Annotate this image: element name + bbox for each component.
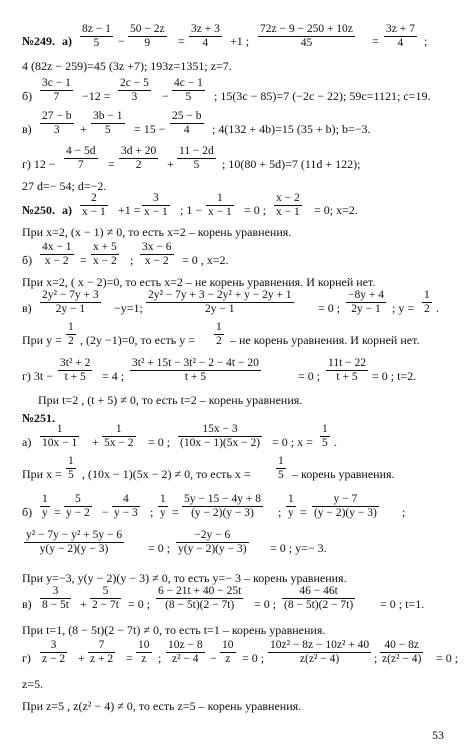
fraction: 4 y − 3 xyxy=(114,493,138,519)
operator: ; xyxy=(424,34,428,48)
equation-text: +1 ; xyxy=(230,34,250,48)
note-text: При y = xyxy=(22,333,62,347)
part-g-label: г) 12 − xyxy=(22,157,56,171)
fraction: 3 x − 1 xyxy=(144,192,168,218)
fraction: 1 x − 1 xyxy=(208,192,232,218)
note-text: – корень уравнения. xyxy=(292,467,395,481)
note-text: – не корень уравнения. И корней нет. xyxy=(230,333,420,347)
fraction: 3b − 1 5 xyxy=(93,110,123,136)
operator: = 0 ; x = xyxy=(272,435,313,449)
fraction: 1 10x − 1 xyxy=(42,423,78,449)
operator: ; xyxy=(402,505,406,519)
fraction: 1 y xyxy=(288,493,294,519)
fraction: 7 z + 2 xyxy=(90,639,114,665)
part-g-label: г) xyxy=(22,651,31,665)
part-b-label: б) xyxy=(22,505,33,519)
note-line: При y=−3, y(y − 2)(y − 3) ≠ 0, то есть y=− 3 – корень уравнения. xyxy=(22,571,347,585)
fraction: 72z − 9 − 250 + 10z 45 xyxy=(260,23,353,49)
fraction: 4x − 1 x − 2 xyxy=(42,241,72,267)
note-text: , (2y −1)=0, то есть y = xyxy=(80,333,196,347)
solution-text: = 0 ; t=1. xyxy=(380,597,425,611)
fraction: 6 − 21t + 40 − 25t (8 − 5t)(2 − 7t) xyxy=(158,585,242,611)
fraction: 2y² − 7y + 3 − 2y² + y − 2y + 1 2y − 1 xyxy=(148,289,292,315)
part-b-label: б) xyxy=(22,253,33,267)
fraction: 5 y − 2 xyxy=(66,493,90,519)
fraction: 40 − 8z z(z² − 4) xyxy=(382,639,422,665)
operator: = xyxy=(172,505,179,519)
page-number: 53 xyxy=(432,728,444,742)
part-g-label: г) 3t − xyxy=(22,369,54,383)
fraction: 3z + 7 4 xyxy=(386,23,415,49)
part-v-label: в) xyxy=(22,301,32,315)
problem-250-title: №250. xyxy=(22,203,56,217)
fraction: 1 y xyxy=(42,493,48,519)
fraction: 50 − 2z 9 xyxy=(130,23,165,49)
fraction: 2c − 5 3 xyxy=(120,77,149,103)
operator: ; xyxy=(130,253,134,267)
fraction: x + 5 x − 2 xyxy=(93,241,117,267)
operator: = xyxy=(80,253,87,267)
note-line: При x=2, ( x − 2)=0, то есть x=2 – не корень уравнения. И корней нет. xyxy=(22,275,376,289)
solution-line: z=5. xyxy=(22,677,44,691)
fraction: 2 x − 1 xyxy=(82,192,106,218)
fraction: 1 2 xyxy=(216,321,222,347)
fraction: 46 − 46t (8 − 5t)(2 − 7t) xyxy=(284,585,354,611)
equation-text: −12 = xyxy=(82,89,111,103)
operator: +1 = xyxy=(118,203,141,217)
equation-text: = 15 − xyxy=(134,122,166,136)
operator: = xyxy=(300,505,307,519)
fraction: 10z − 8 z² − 4 xyxy=(168,639,203,665)
fraction: −2y − 6 y(y − 2)(y − 3) xyxy=(178,529,247,555)
fraction: 1 5 xyxy=(322,423,328,449)
operator: = 0 ; xyxy=(148,435,171,449)
solution-text: = 0; x=2. xyxy=(314,203,358,217)
operator: = xyxy=(54,505,61,519)
problem-251-title: №251. xyxy=(22,411,56,425)
solution-text: = 0 ; y=− 3. xyxy=(270,541,327,555)
fraction: 1 y xyxy=(160,493,166,519)
operator: + xyxy=(92,435,99,449)
operator: − xyxy=(118,34,125,48)
operator: = 0 ; xyxy=(298,369,321,383)
solution-text: ; 10(80 + 5d)=7 (11d + 122); xyxy=(222,157,361,171)
fraction: 3z + 3 4 xyxy=(191,23,220,49)
fraction: 2y² − 7y + 3 2y − 1 xyxy=(42,289,99,315)
operator: = 0 ; xyxy=(318,301,341,315)
fraction: 4 − 5d 7 xyxy=(66,145,96,171)
fraction: y − 7 (y − 2)(y − 3) xyxy=(314,493,377,519)
fraction: 4c − 1 5 xyxy=(174,77,203,103)
operator: = 0 ; xyxy=(254,597,277,611)
fraction: 10 z xyxy=(138,639,150,665)
problem-249-title: №249. xyxy=(22,34,56,48)
note-line: При z=5 , z(z² − 4) ≠ 0, то есть z=5 – корень уравнения. xyxy=(22,699,302,713)
operator: ; xyxy=(278,505,282,519)
fraction: 10z² − 8z − 10z² + 40 z(z² − 4) xyxy=(270,639,370,665)
operator: = 0 ; xyxy=(128,597,151,611)
operator: = 0 ; xyxy=(242,651,265,665)
part-a-label: а) xyxy=(62,34,72,48)
operator: + xyxy=(167,157,174,171)
equation-text: −y=1; xyxy=(114,301,143,315)
operator: ; xyxy=(150,505,154,519)
operator: . xyxy=(334,435,337,449)
fraction: 1 5 xyxy=(278,455,284,481)
operator: − xyxy=(162,89,169,103)
note-line: При t=1, (8 − 5t)(2 − 7t) ≠ 0, то есть t=1 – корень уравнения. xyxy=(22,623,326,637)
fraction: 1 2 xyxy=(424,289,430,315)
operator: = xyxy=(126,651,133,665)
fraction: x − 2 x − 1 xyxy=(276,192,300,218)
part-v-label: в) xyxy=(22,122,32,136)
operator: = xyxy=(178,34,185,48)
note-line: При t=2 , (t + 5) ≠ 0, то есть t=2 – корень уравнения. xyxy=(38,393,303,407)
operator: = xyxy=(108,157,115,171)
fraction: 11t − 22 t + 5 xyxy=(328,357,367,383)
fraction: 3t² + 15t − 3t² − 2 − 4t − 20 t + 5 xyxy=(132,357,259,383)
note-text: , (10x − 1)(5x − 2) ≠ 0, то есть x = xyxy=(82,467,251,481)
operator: ; xyxy=(158,651,162,665)
fraction: 27 − b 3 xyxy=(42,110,72,136)
fraction: 8z − 1 5 xyxy=(82,23,111,49)
fraction: 3t² + 2 t + 5 xyxy=(60,357,91,383)
fraction: 5y − 15 − 4y + 8 (y − 2)(y − 3) xyxy=(184,493,261,519)
solution-text: ; 15(3c − 85)=7 (−2c − 22); 59c=1121; c=19. xyxy=(214,89,431,103)
fraction: 25 − b 4 xyxy=(172,110,202,136)
solution-text: = 0 ; t=2. xyxy=(372,369,417,383)
note-text: При x = xyxy=(22,467,62,481)
solution-line: 27 d=− 54; d=−2. xyxy=(22,179,107,193)
operator: ; 1 − xyxy=(180,203,203,217)
operator: . xyxy=(436,301,439,315)
fraction: 3x − 6 x − 2 xyxy=(142,241,172,267)
solution-text: ; 4(132 + 4b)=15 (35 + b); b=−3. xyxy=(212,122,371,136)
fraction: y² − 7y − y² + 5y − 6 y(y − 2)(y − 3) xyxy=(26,529,123,555)
operator: + xyxy=(80,122,87,136)
fraction: 3 z − 2 xyxy=(42,639,66,665)
fraction: 3 8 − 5t xyxy=(42,585,69,611)
operator: − xyxy=(102,505,109,519)
fraction: 1 5 xyxy=(68,455,74,481)
fraction: 3d + 20 2 xyxy=(121,145,157,171)
operator: ; y = xyxy=(392,301,415,315)
fraction: 5 2 − 7t xyxy=(92,585,119,611)
operator: = 0 ; xyxy=(436,651,459,665)
part-b-label: б) xyxy=(22,89,33,103)
operator: − xyxy=(210,651,217,665)
solution-text: = 0 , x=2. xyxy=(182,253,229,267)
fraction: 15x − 3 (10x − 1)(5x − 2) xyxy=(180,423,261,449)
solution-line: 4 (82z − 259)=45 (3z +7); 193z=1351; z=7. xyxy=(22,59,232,73)
part-a-label: а) xyxy=(22,435,32,449)
operator: + xyxy=(80,597,87,611)
fraction: 3c − 1 7 xyxy=(42,77,71,103)
operator: ; xyxy=(374,651,378,665)
fraction: −8y + 4 2y − 1 xyxy=(348,289,384,315)
operator: = 0 ; xyxy=(244,203,267,217)
fraction: 1 5x − 2 xyxy=(104,423,134,449)
fraction: 1 2 xyxy=(68,321,74,347)
operator: = xyxy=(372,34,379,48)
part-v-label: в) xyxy=(22,597,32,611)
fraction: 11 − 2d 5 xyxy=(179,145,214,171)
operator: = 0 ; xyxy=(148,541,171,555)
part-a-label: а) xyxy=(62,203,72,217)
fraction: 10 z xyxy=(222,639,234,665)
operator: + xyxy=(78,651,85,665)
operator: = 4 ; xyxy=(102,369,125,383)
note-line: При x=2, (x − 1) ≠ 0, то есть x=2 – корень уравнения. xyxy=(22,225,292,239)
